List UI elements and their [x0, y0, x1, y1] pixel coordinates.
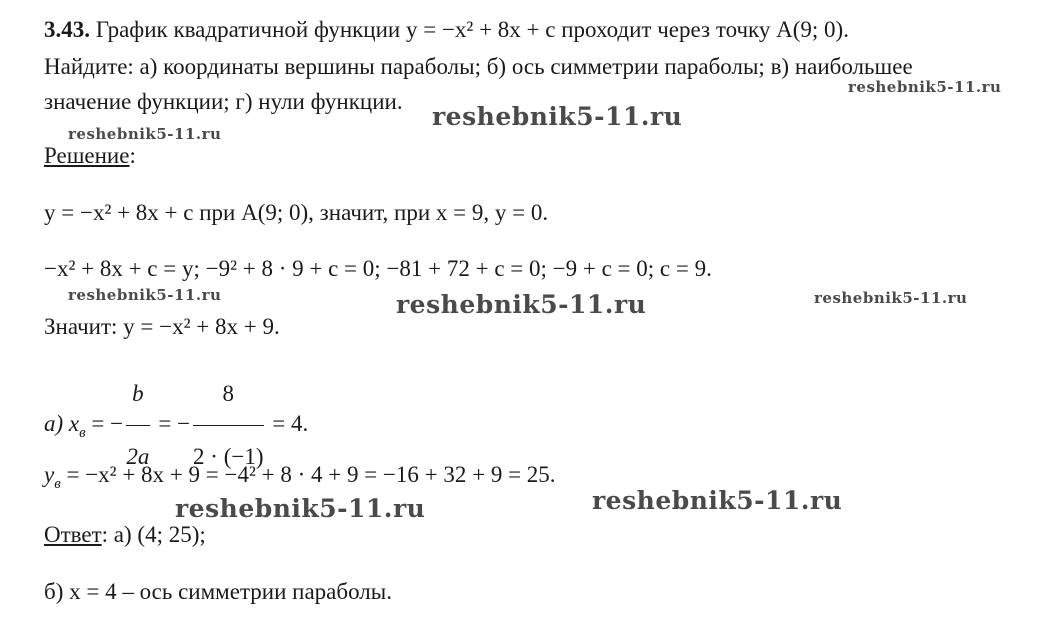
vertex-y-subscript: в — [54, 476, 61, 492]
solution-step-3: Значит: y = −x² + 8x + 9. — [44, 314, 280, 339]
watermark: reshebnik5-11.ru — [814, 289, 968, 307]
problem-number: 3.43. — [44, 17, 90, 42]
solution-step-1: y = −x² + 8x + c при A(9; 0), значит, при x = 9, y = 0. — [44, 200, 549, 225]
watermark: reshebnik5-11.ru — [68, 125, 222, 143]
part-a-eq1: = − — [85, 410, 124, 436]
watermark: reshebnik5-11.ru — [848, 78, 1002, 96]
answer-line-a — [44, 521, 206, 549]
vertex-y-expression: = −x² + 8x + 9 = −4² + 8 · 4 + 9 = −16 + 32 + 9 = 25. — [60, 462, 556, 487]
fraction-1-denominator: 2a — [126, 444, 150, 469]
watermark: reshebnik5-11.ru — [175, 494, 426, 523]
part-a-eq2: = − — [152, 410, 191, 436]
vertex-y-label: y — [44, 462, 55, 487]
part-a-result: = 4. — [266, 410, 309, 436]
solution-heading-text: Решение — [44, 143, 130, 168]
watermark: reshebnik5-11.ru — [396, 290, 647, 319]
answer-line-b: б) x = 4 – ось симметрии параболы. — [44, 579, 392, 604]
part-a-label: а) x — [44, 410, 80, 436]
answer-label: Ответ — [44, 522, 102, 547]
solution-step-2: −x² + 8x + c = y; −9² + 8 · 9 + c = 0; −81 + 72 + c = 0; −9 + c = 0; c = 9. — [44, 256, 712, 281]
problem-line-3: значение функции; г) нули функции. — [44, 89, 403, 114]
part-a-subscript: в — [79, 424, 86, 441]
solution-heading — [44, 142, 136, 170]
solution-heading-colon: : — [129, 143, 136, 168]
watermark: reshebnik5-11.ru — [592, 486, 843, 515]
problem-line-1 — [44, 16, 849, 44]
watermark: reshebnik5-11.ru — [68, 286, 222, 304]
problem-text-1: График квадратичной функции y = −x² + 8x + c проходит через точку A(9; 0). — [95, 17, 849, 42]
watermark: reshebnik5-11.ru — [432, 102, 683, 131]
fraction-2-denominator: 2 · (−1) — [193, 444, 264, 469]
vertex-y-line — [44, 461, 556, 498]
fraction-1-numerator: b — [126, 366, 150, 426]
answer-a-text: : а) (4; 25); — [101, 522, 206, 547]
fraction-2-numerator: 8 — [193, 366, 263, 426]
problem-line-2: Найдите: а) координаты вершины параболы; б) ось симметрии параболы; в) наибольшее — [44, 54, 913, 79]
